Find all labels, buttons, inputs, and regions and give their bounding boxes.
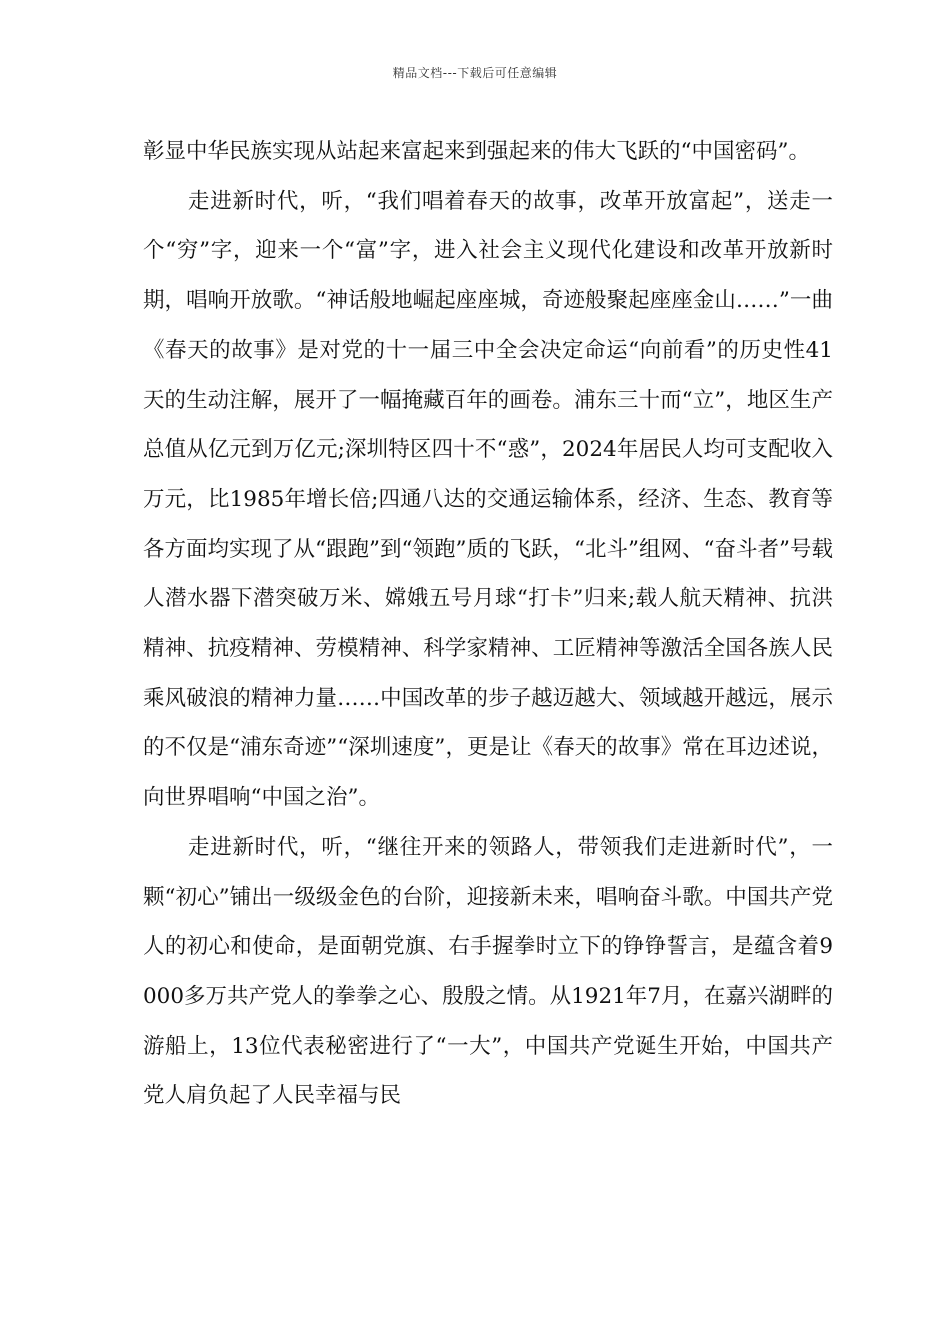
page-header: 精品文档---下载后可任意编辑 [392, 66, 558, 80]
paragraph-3: 走进新时代，听，“继往开来的领路人，带领我们走进新时代”，一颗“初心”铺出一级级金色的台阶，迎接新未来，唱响奋斗歌。中国共产党人的初心和使命，是面朝党旗、右手握拳时立下的铮铮誓言，是蕴含着9000多万共产党人的拳拳之心、殷殷之情。从1921年7月，在嘉兴湖畔的游船上，13位代表秘密进行了“一大”，中国共产党诞生开始，中国共产党人肩负起了人民幸福与民 [143, 834, 833, 1109]
paragraph-1: 彰显中华民族实现从站起来富起来到强起来的伟大飞跃的“中国密码”。 [143, 139, 810, 164]
paragraph-2: 走进新时代，听，“我们唱着春天的故事，改革开放富起”，送走一个“穷”字，迎来一个“富”字，进入社会主义现代化建设和改革开放新时期，唱响开放歌。“神话般地崛起座座城，奇迹般聚起座座金山……”一曲《春天的故事》是对党的十一届三中全会决定命运“向前看”的历史性41天的生动注解，展开了一幅掩藏百年的画卷。浦东三十而“立”，地区生产总值从亿元到万亿元;深圳特区四十不“惑”，2024年居民人均可支配收入万元，比1985年增长倍;四通八达的交通运输体系，经济、生态、教育等各方面均实现了从“跟跑”到“领跑”质的飞跃，“北斗”组网、“奋斗者”号载人潜水器下潜突破万米、嫦娥五号月球“打卡”归来;载人航天精神、抗洪精神、抗疫精神、劳模精神、科学家精神、工匠精神等激活全国各族人民乘风破浪的精神力量……中国改革的步子越迈越大、领域越开越远，展示的不仅是“浦东奇迹”“深圳速度”，更是让《春天的故事》常在耳边述说，向世界唱响“中国之治”。 [143, 188, 833, 811]
document-body [143, 127, 833, 1121]
